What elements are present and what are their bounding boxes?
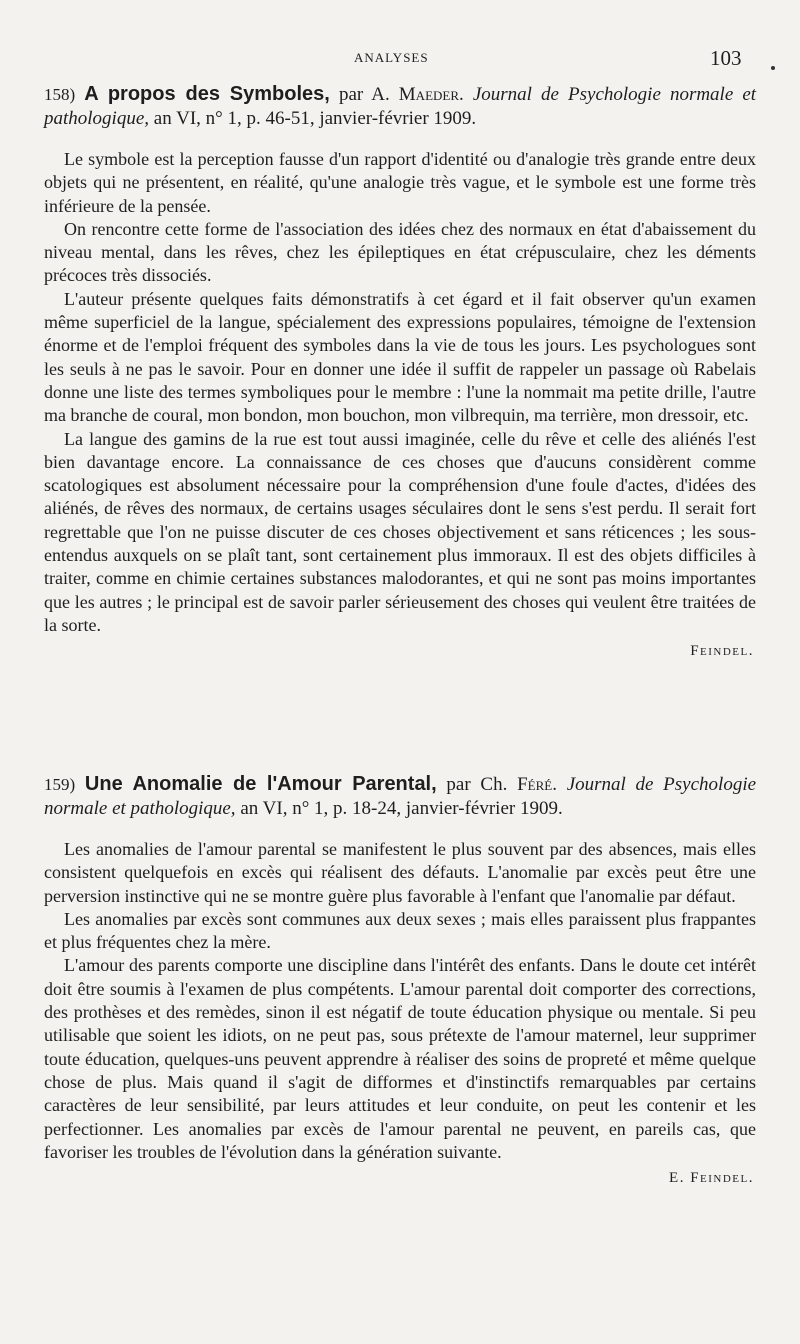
article-159: [44, 772, 756, 1187]
author-prefix: par Ch.: [446, 774, 508, 795]
running-title: ANALYSES: [354, 50, 429, 65]
page-number: 103: [710, 46, 742, 70]
journal-name: Journal de Psychologie normale et pathologique,: [44, 774, 757, 819]
publication-details: an VI, n° 1, p. 18-24, janvier-février 1909.: [240, 798, 563, 819]
paragraph: Le symbole est la perception fausse d'un rapport d'identité ou d'analogie très grande entre deux objets qui ne présentent, en réalité, qu'une analogie très vague, et le symbole est une forme très inférieure de la pensée.: [44, 149, 756, 216]
paragraph: Les anomalies de l'amour parental se manifestent le plus souvent par des absences, mais elles consistent quelquefois en excès qui réalisent des défauts. L'anomalie par excès peut être une perversion instinctive qui ne se montre guère plus favorable à l'enfant que l'anomalie par défaut.: [44, 839, 756, 906]
publication-details: an VI, n° 1, p. 46-51, janvier-février 1909.: [153, 108, 477, 129]
running-head: [0, 46, 800, 70]
author-name: Féré.: [517, 774, 557, 795]
journal-name: Journal de Psychologie normale et pathologique,: [44, 84, 757, 129]
paragraph: L'amour des parents comporte une discipline dans l'intérêt des enfants. Dans le doute cet intérêt doit être soumis à l'examen de plus compétents. L'amour parental doit comporter des corrections, des prothèses et des remèdes, sinon il est négatif de toute éducation physique ou mentale. Si peu utilisable que soient les idiots, on ne peut pas, sous prétexte de l'amour maternel, leur supprimer toute éducation, quelques-uns peuvent apprendre à réaliser des soins de propreté et même quelque chose de plus. Mais quand il s'agit de difformes et d'instinctifs remarquables par certains caractères de leur sensibilité, par leurs attitudes et leur conduite, on peut les contenir et les perfectionner. Les anomalies par excès de l'amour parental ne peuvent, en pareils cas, que favoriser les troubles de l'évolution dans la génération suivante.: [44, 955, 756, 1162]
article-heading: [44, 82, 756, 131]
article-number: 159): [44, 775, 76, 794]
article-body: [44, 838, 756, 1164]
author-name: Maeder.: [398, 84, 464, 105]
article-title: A propos des Symboles,: [84, 83, 330, 105]
print-speck: [771, 66, 775, 70]
article-158: [44, 82, 756, 660]
paragraph: On rencontre cette forme de l'association des idées chez des normaux en état d'abaissement du niveau mental, dans les rêves, chez les épileptiques en état crépusculaire, chez les déments précoces très dissociés.: [44, 218, 756, 286]
article-title: Une Anomalie de l'Amour Parental,: [84, 773, 437, 795]
signature: E. Feindel.: [669, 1170, 754, 1187]
paragraph: L'auteur présente quelques faits démonstratifs à cet égard et il fait observer qu'un examen même superficiel de la langue, spécialement des expressions populaires, témoigne de l'extension énorme et de l'emploi fréquent des symboles dans la vie de tous les jours. Les psychologues sont les seuls à ne pas le savoir. Pour en donner une idée il suffit de rappeler un passage où Rabelais donne une liste des termes symboliques pour le membre : l'une la nommait ma petite drille, l'autre ma branche de coural, mon bondon, mon bouchon, mon vilbrequin, ma terrière, mon dressoir, etc.: [44, 288, 756, 426]
paragraph: Les anomalies par excès sont communes aux deux sexes ; mais elles paraissent plus frappantes et plus fréquentes chez la mère.: [44, 908, 756, 953]
author-prefix: par A.: [338, 84, 390, 105]
article-heading: [44, 772, 756, 821]
signature: Feindel.: [690, 643, 754, 660]
article-body: [44, 148, 756, 637]
paragraph: La langue des gamins de la rue est tout aussi imaginée, celle du rêve et celle des aliénés l'est bien davantage encore. La connaissance de ces choses que d'aucuns considèrent comme scatologiques est absolument nécessaire pour la compréhension d'une foule d'actes, d'idées des aliénés, de rêves des normaux, de certains usages séculaires dont le sens s'est perdu. Il serait fort regrettable que l'on ne puisse discuter de ces choses objectivement et sans réticences ; les sous-entendus auxquels on se plaît tant, sont certainement plus immoraux. Il est des objets difficiles à traiter, comme en chimie certaines substances malodorantes, et qui ne sont pas moins importantes que les autres ; le principal est de savoir parler sérieusement des choses qui veulent être traitées de la sorte.: [44, 428, 756, 635]
article-number: 158): [44, 85, 76, 104]
